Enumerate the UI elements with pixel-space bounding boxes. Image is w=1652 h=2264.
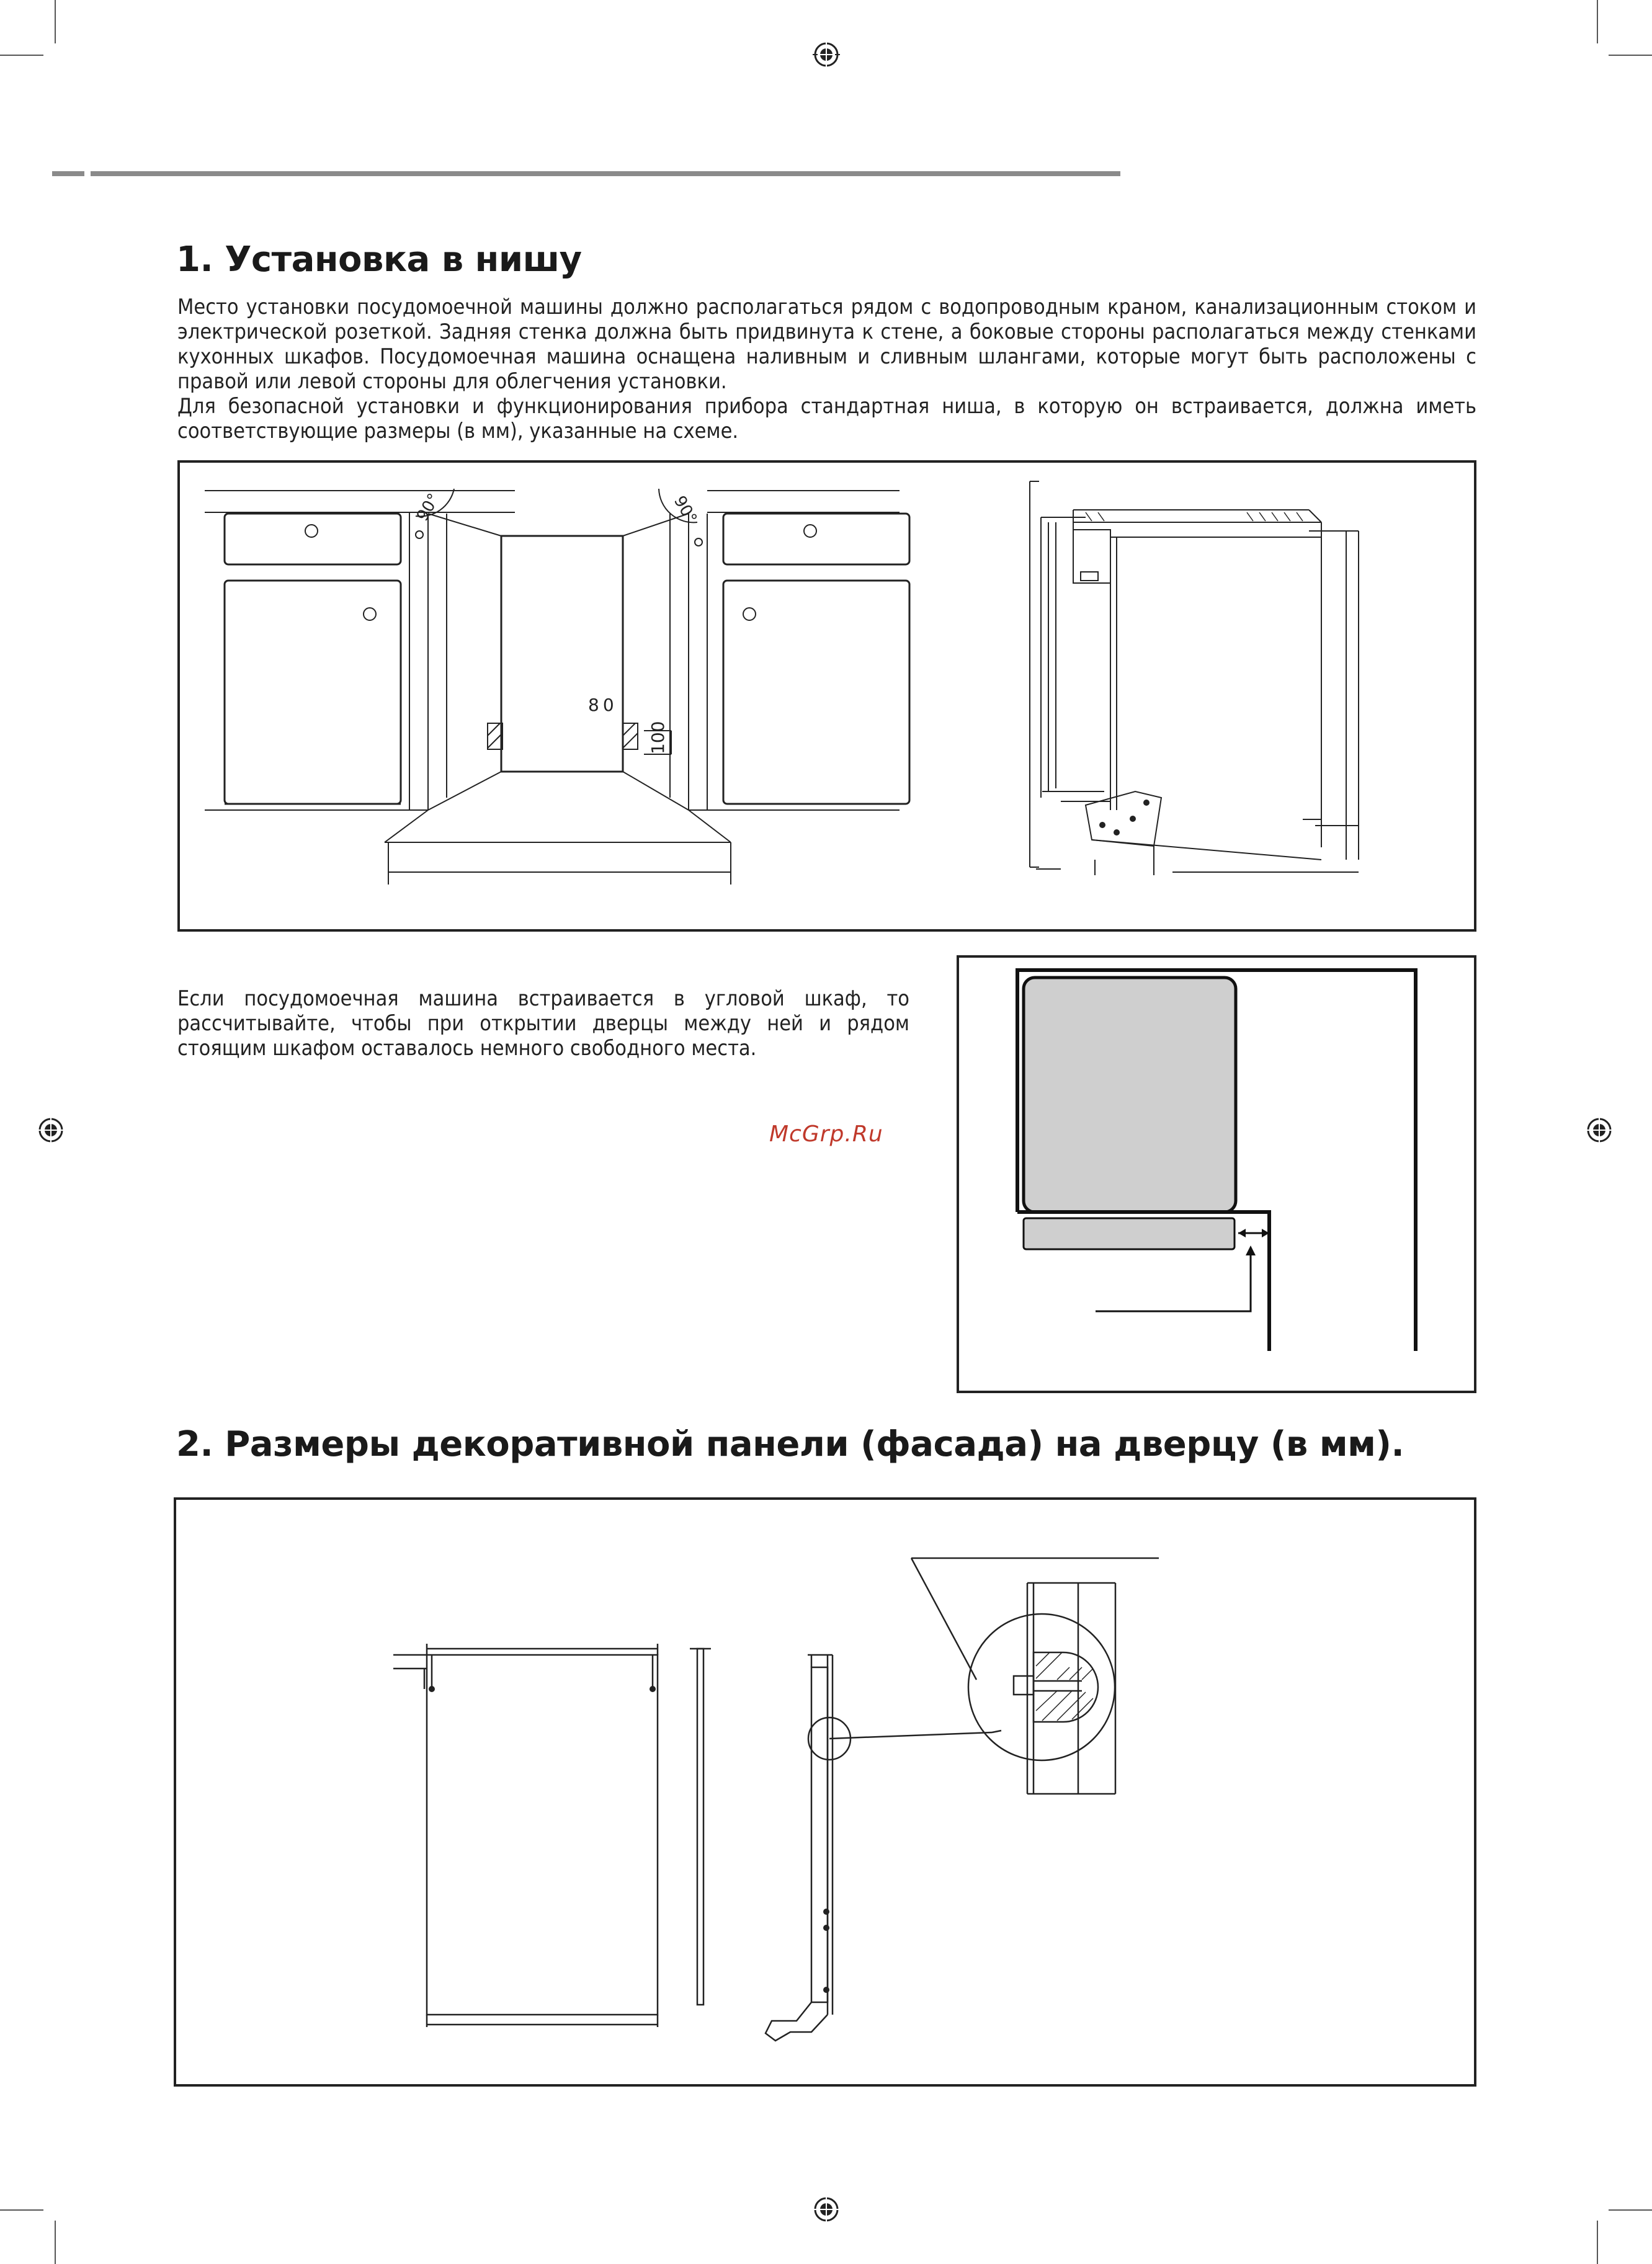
section-1-paragraph-1: Место установки посудомоечной машины должно располагаться рядом с водопроводным краном, канализационным стоком и электрической розеткой. Задняя стенка должна быть придвинута к стене, а боковые стороны располагаться между стенками кухонных шкафов. Посудомоечная машина оснащена наливным и сливным шлангами, которые могут быть расположены с правой или левой стороны для облегчения установки. <box>177 295 1476 394</box>
dimension-label-80: 80 <box>588 695 618 715</box>
section-1-paragraph-2: Для безопасной установки и функционирования прибора стандартная ниша, в которую он встраивается, должна иметь соответствующие размеры (в мм), указанные на схеме. <box>177 394 1476 443</box>
corner-diagram-frame <box>957 955 1476 1393</box>
header-rule <box>91 171 1120 176</box>
crop-mark <box>55 0 56 43</box>
section-2-heading: 2. Размеры декоративной панели (фасада) на дверцу (в мм). <box>176 1424 1404 1464</box>
header-rule-short <box>52 171 84 176</box>
registration-mark-icon <box>1586 1116 1613 1144</box>
crop-mark <box>1609 55 1652 56</box>
corner-diagram <box>959 958 1474 1391</box>
panel-diagram <box>176 1500 1474 2084</box>
angle-label-left: 90° <box>413 490 444 525</box>
crop-mark <box>0 55 43 56</box>
dishwasher-door <box>1024 978 1236 1212</box>
angle-label-right: 90° <box>669 492 700 527</box>
crop-mark <box>1597 2221 1598 2264</box>
panel-diagram-frame <box>174 1497 1476 2087</box>
crop-mark <box>0 2209 43 2211</box>
kickboard <box>1024 1218 1235 1249</box>
niche-diagram <box>180 463 1474 929</box>
watermark: McGrp.Ru <box>769 1121 883 1147</box>
dimension-label-100: 100 <box>648 721 668 754</box>
niche-diagram-frame <box>177 460 1476 932</box>
section-1-heading: 1. Установка в нишу <box>176 239 582 280</box>
crop-mark <box>55 2221 56 2264</box>
registration-mark-icon <box>813 41 840 68</box>
crop-mark <box>1597 0 1598 43</box>
registration-mark-icon <box>813 2196 840 2223</box>
corner-cabinet-note: Если посудомоечная машина встраивается в угловой шкаф, то рассчитывайте, чтобы при открытии дверцы между ней и рядом стоящим шкафом оставалось немного свободного места. <box>177 986 909 1061</box>
crop-mark <box>1609 2209 1652 2211</box>
registration-mark-icon <box>37 1116 65 1144</box>
